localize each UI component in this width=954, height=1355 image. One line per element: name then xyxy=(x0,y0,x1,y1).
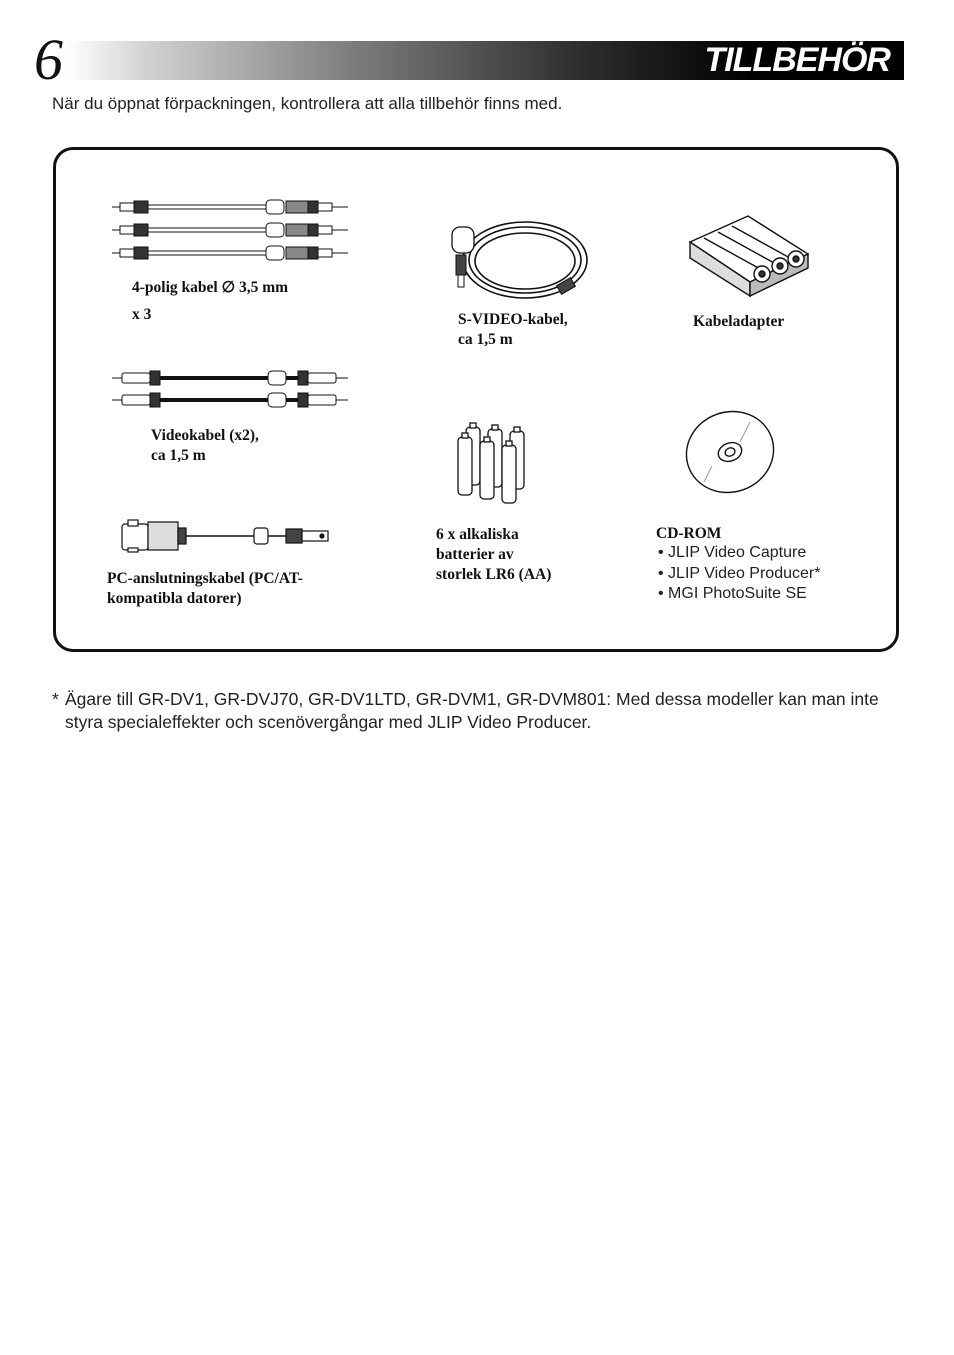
cdrom-illustration xyxy=(682,408,782,496)
header-bar xyxy=(66,41,904,80)
cdrom-item-video-capture: • JLIP Video Capture xyxy=(658,544,807,561)
pc-cable-illustration xyxy=(118,518,334,554)
four-pole-cable-illustration xyxy=(110,196,352,266)
cdrom-item-video-producer: • JLIP Video Producer* xyxy=(658,564,821,582)
footnote-marker: * xyxy=(52,689,59,709)
svideo-cable-label xyxy=(458,310,568,350)
batteries-line2: batterier av xyxy=(436,546,514,563)
pc-cable-line2: kompatibla datorer) xyxy=(107,590,242,607)
four-pole-cable-qty: x 3 xyxy=(132,306,152,323)
video-cable-illustration xyxy=(110,368,352,412)
intro-text: När du öppnat förpackningen, kontrollera att alla tillbehör finns med. xyxy=(52,94,563,113)
svideo-cable-name: S-VIDEO-kabel, xyxy=(458,311,568,328)
pc-cable-label xyxy=(107,569,303,609)
footnote-text: Ägare till GR-DV1, GR-DVJ70, GR-DV1LTD, GR-DVM1, GR-DVM801: Med dessa modeller kan man inte styra specialeffekter och scenövergångar med JLIP Video Producer. xyxy=(65,689,879,732)
cdrom-title: CD-ROM xyxy=(656,525,722,542)
page-title: TILLBEHÖR xyxy=(704,41,890,79)
page-number: 6 xyxy=(34,27,63,92)
cdrom-item-photosuite: • MGI PhotoSuite SE xyxy=(658,585,807,602)
video-cable-name: Videokabel (x2), xyxy=(151,427,259,444)
svideo-cable-illustration xyxy=(440,215,595,305)
video-cable-label xyxy=(151,426,259,466)
footnote xyxy=(52,688,912,734)
svideo-cable-length: ca 1,5 m xyxy=(458,331,513,348)
batteries-line1: 6 x alkaliska xyxy=(436,526,519,543)
cdrom-contents-list xyxy=(658,543,820,605)
four-pole-cable-name: 4-polig kabel ∅ 3,5 mm xyxy=(132,279,289,296)
four-pole-cable-label xyxy=(132,278,288,325)
batteries-line3: storlek LR6 (AA) xyxy=(436,566,552,583)
pc-cable-line1: PC-anslutningskabel (PC/AT- xyxy=(107,570,303,587)
batteries-label xyxy=(436,525,551,585)
cable-adapter-label: Kabeladapter xyxy=(693,313,785,330)
video-cable-length: ca 1,5 m xyxy=(151,447,206,464)
cable-adapter-illustration xyxy=(684,210,814,298)
batteries-illustration xyxy=(452,415,534,507)
